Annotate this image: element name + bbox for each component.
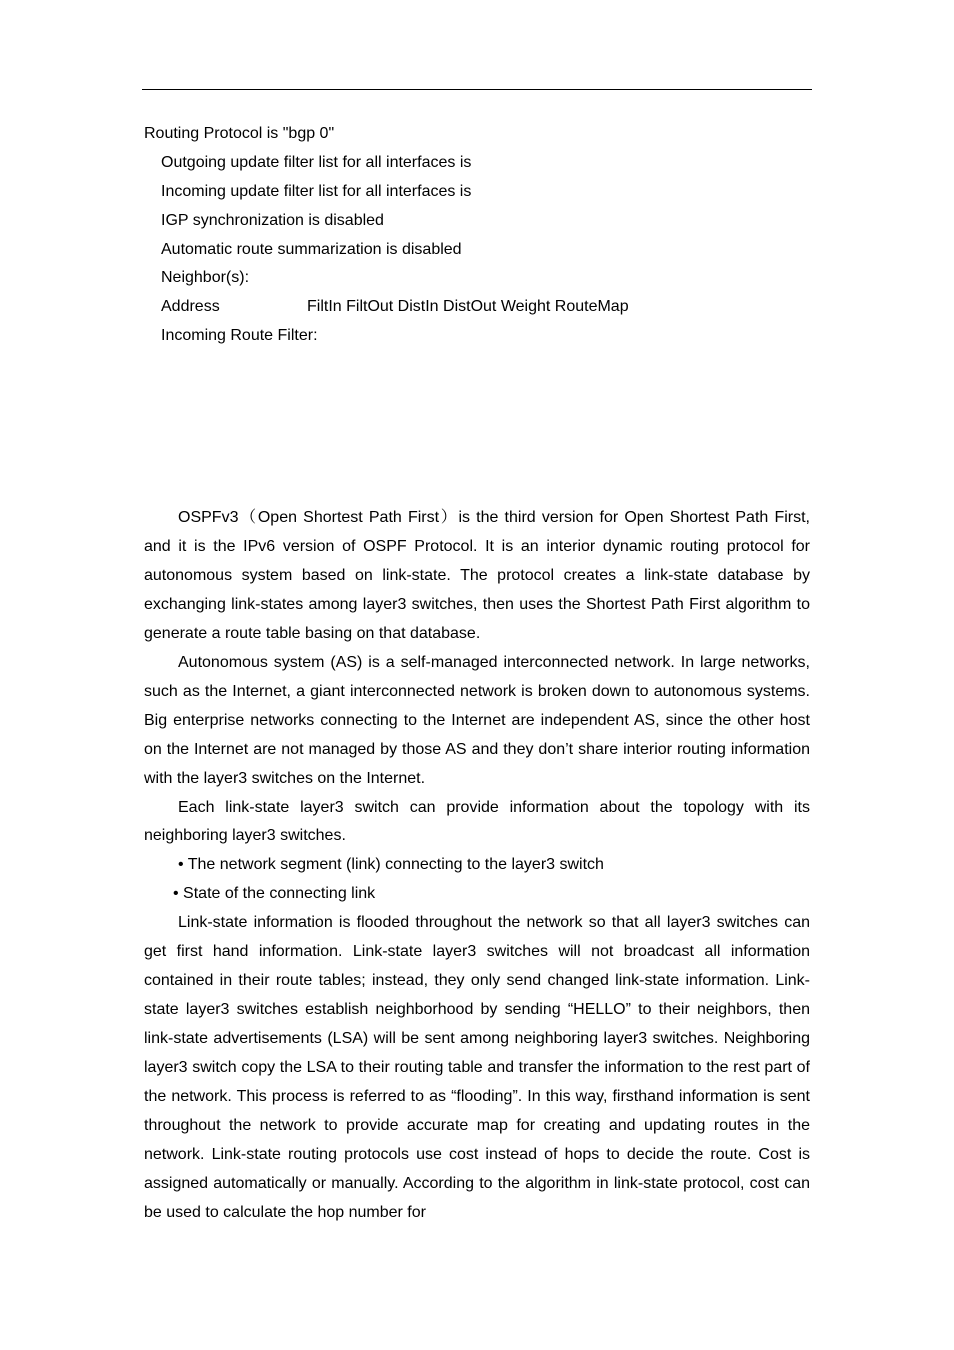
bullet-network-segment: • The network segment (link) connecting to the layer3 switch	[178, 856, 604, 874]
paragraph-link-state-info: Each link-state layer3 switch can provide information about the topology with its neighboring layer3 switches.	[144, 798, 810, 845]
cmd-line-auto-summarization: Automatic route summarization is disabled	[161, 240, 462, 258]
cmd-line-neighbors: Neighbor(s):	[161, 269, 250, 287]
cmd-line-outgoing-filter: Outgoing update filter list for all interfaces is	[161, 153, 472, 171]
cmd-line-igp-sync: IGP synchronization is disabled	[161, 211, 384, 229]
body-text	[144, 504, 810, 1228]
bullet-link-state: • State of the connecting link	[173, 885, 376, 903]
neighbor-address-header: Address	[161, 298, 220, 316]
paragraph-flooding: Link-state information is flooded throughout the network so that all layer3 switches can get first hand information. Link-state layer3 switches will not broadcast all information contained in their route tables; instead, they only send changed link-state information. Link-state layer3 switches establish neighborhood by sending “HELLO” to their neighbors, then link-state advertisements (LSA) will be sent among neighboring layer3 switches. Neighboring layer3 switch copy the LSA to their routing table and transfer the information to the rest part of the network. This process is referred to as “flooding”. In this way, firsthand information is sent throughout the network to provide accurate map for creating and updating routes in the network. Link-state routing protocols use cost instead of hops to decide the route. Cost is assigned automatically or manually. According to the algorithm in link-state protocol, cost can be used to calculate the hop number for	[144, 914, 810, 1221]
cmd-line-neighbor-table-header	[144, 293, 814, 322]
command-output-block	[144, 120, 814, 351]
cmd-line-routing-protocol: Routing Protocol is "bgp 0"	[144, 125, 335, 142]
neighbor-columns-header: FiltIn FiltOut DistIn DistOut Weight RouteMap	[307, 298, 629, 316]
cmd-line-incoming-route-filter: Incoming Route Filter:	[161, 327, 318, 345]
cmd-line-incoming-filter: Incoming update filter list for all interfaces is	[161, 182, 472, 200]
paragraph-ospfv3-intro: OSPFv3（Open Shortest Path First）is the third version for Open Shortest Path First, and it is the IPv6 version of OSPF Protocol. It is an interior dynamic routing protocol for autonomous system based on link-state. The protocol creates a link-state database by exchanging link-states among layer3 switches, then uses the Shortest Path First algorithm to generate a route table basing on that database.	[144, 509, 810, 642]
header-rule	[142, 89, 812, 90]
paragraph-autonomous-system: Autonomous system (AS) is a self-managed interconnected network. In large networks, such as the Internet, a giant interconnected network is broken down to autonomous systems. Big enterprise networks connecting to the Internet are independent AS, since the other host on the Internet are not managed by those AS and they don’t share interior routing information with the layer3 switches on the Internet.	[144, 653, 810, 787]
